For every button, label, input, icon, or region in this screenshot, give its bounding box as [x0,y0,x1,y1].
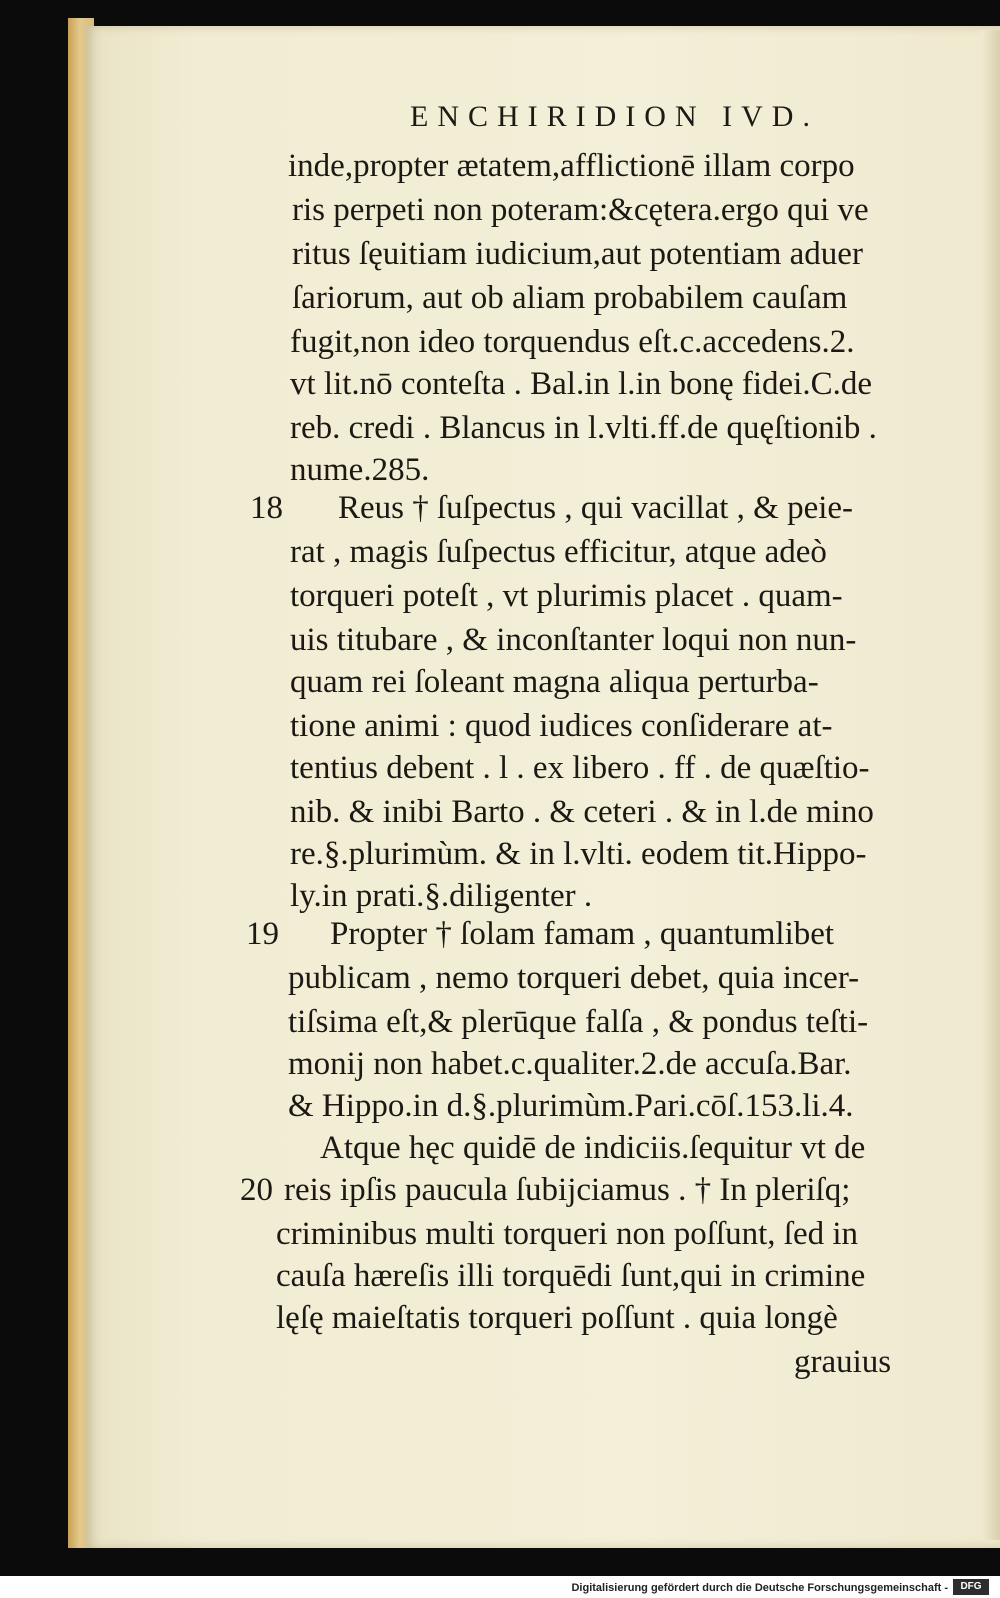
text-line: Propter † ſolam famam , quantumlibet [330,916,835,952]
text-line: ris perpeti non poteram:&cętera.ergo qui ve [292,192,869,228]
text-line: tentius debent . l . ex libero . ff . de quæſtio- [290,750,870,786]
text-line: fugit,non ideo torquendus eſt.c.accedens.2. [290,324,855,360]
text-line: reis ipſis paucula ſubijciamus . † In pleriſq; [284,1172,851,1208]
text-line: tiſsima eſt,& plerūque falſa , & pondus teſti- [288,1004,869,1040]
text-line: torqueri poteſt , vt plurimis placet . quam- [290,578,843,614]
text-line: ſariorum, aut ob aliam probabilem cauſam [292,280,848,316]
text-line: lęſę maieſtatis torqueri poſſunt . quia longè [276,1300,838,1336]
margin-number: 19 [246,916,279,952]
page-right-edge [982,30,1000,1540]
dfg-logo: DFG [953,1579,989,1595]
text-line: re.§.plurimùm. & in l.vlti. eodem tit.Hippo- [290,836,867,872]
margin-number: 20 [240,1172,273,1208]
text-line: & Hippo.in d.§.plurimùm.Pari.cōſ.153.li.4. [288,1088,854,1124]
text-line: criminibus multi torqueri non poſſunt, ſed in [276,1216,859,1252]
digitization-credit: Digitalisierung gefördert durch die Deutsche Forschungsgemeinschaft - [571,1582,948,1594]
text-line: publicam , nemo torqueri debet, quia incer- [288,960,860,996]
running-title: ENCHIRIDION IVD. [410,100,819,133]
text-line: uis titubare , & inconſtanter loqui non nun- [290,622,857,658]
text-line: tione animi : quod iudices conſiderare at- [290,708,833,744]
text-line: ly.in prati.§.diligenter . [290,878,593,914]
text-line: Atque hęc quidē de indiciis.ſequitur vt de [320,1130,866,1166]
text-line: quam rei ſoleant magna aliqua perturba- [290,664,819,700]
text-line: inde,propter ætatem,afflictionē illam corpo [288,148,855,184]
text-line: nume.285. [290,452,430,488]
text-line: ritus ſęuitiam iudicium,aut potentiam aduer [292,236,863,272]
text-line: Reus † ſuſpectus , qui vacillat , & peie- [338,490,854,526]
text-line: cauſa hæreſis illi torquēdi ſunt,qui in crimine [276,1258,866,1294]
text-line: vt lit.nō conteſta . Bal.in l.in bonę fidei.C.de [290,366,872,402]
text-line: reb. credi . Blancus in l.vlti.ff.de quęſtionib . [290,410,877,446]
margin-number: 18 [250,490,283,526]
text-line: nib. & inibi Barto . & ceteri . & in l.de mino [290,794,874,830]
catchword: grauius [794,1344,892,1380]
text-line: rat , magis ſuſpectus efficitur, atque adeò [290,534,827,570]
text-line: monij non habet.c.qualiter.2.de accuſa.Bar. [288,1046,852,1082]
